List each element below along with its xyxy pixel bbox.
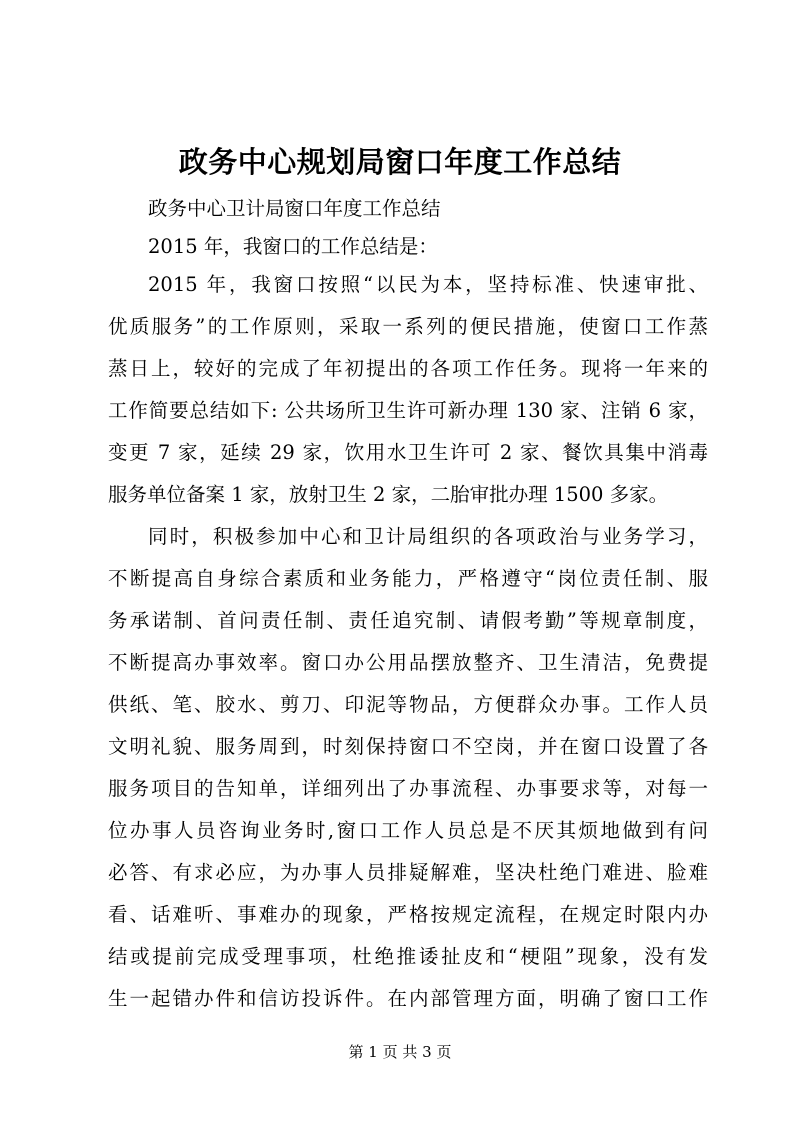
paragraph1-line: 工作简要总结如下: 公共场所卫生许可新办理 130 家、注销 6 家， (108, 399, 708, 422)
paragraph1-line: 2015 年，我窗口按照“以民为本，坚持标准、快速审批、 (148, 273, 708, 296)
paragraph2-line: 必答、有求必应，为办事人员排疑解难，坚决杜绝门难进、脸难 (108, 861, 708, 884)
paragraph2-line: 生一起错办件和信访投诉件。在内部管理方面，明确了窗口工作 (108, 987, 708, 1010)
paragraph1-line: 蒸日上，较好的完成了年初提出的各项工作任务。现将一年来的 (108, 357, 708, 380)
paragraph2-line: 结或提前完成受理事项，杜绝推诿扯皮和“梗阻”现象，没有发 (108, 945, 708, 968)
paragraph2-line: 不断提高办事效率。窗口办公用品摆放整齐、卫生清洁，免费提 (108, 651, 708, 674)
paragraph1-line: 优质服务”的工作原则，采取一系列的便民措施，使窗口工作蒸 (108, 315, 708, 338)
paragraph2-line: 务承诺制、首问责任制、责任追究制、请假考勤”等规章制度， (108, 609, 708, 632)
page-number-footer: 第 1 页 共 3 页 (348, 1043, 452, 1061)
paragraph2-line: 看、话难听、事难办的现象，严格按规定流程，在规定时限内办 (108, 903, 708, 926)
document-subtitle: 政务中心卫计局窗口年度工作总结 (148, 197, 441, 220)
paragraph2-line: 服务项目的告知单，详细列出了办事流程、办事要求等，对每一 (108, 777, 708, 800)
paragraph2-line: 不断提高自身综合素质和业务能力，严格遵守“岗位责任制、服 (108, 567, 708, 590)
paragraph2-line: 供纸、笔、胶水、剪刀、印泥等物品，方便群众办事。工作人员 (108, 693, 708, 716)
document-title: 政务中心规划局窗口年度工作总结 (178, 145, 622, 179)
paragraph2-line: 位办事人员咨询业务时,窗口工作人员总是不厌其烦地做到有问 (108, 819, 708, 842)
paragraph1-line: 服务单位备案 1 家，放射卫生 2 家，二胎审批办理 1500 多家。 (108, 483, 669, 506)
paragraph2-line: 同时，积极参加中心和卫计局组织的各项政治与业务学习， (148, 525, 708, 548)
intro-line: 2015 年，我窗口的工作总结是： (148, 235, 438, 258)
paragraph2-line: 文明礼貌、服务周到，时刻保持窗口不空岗，并在窗口设置了各 (108, 735, 708, 758)
paragraph1-line: 变更 7 家，延续 29 家，饮用水卫生许可 2 家、餐饮具集中消毒 (108, 441, 708, 464)
